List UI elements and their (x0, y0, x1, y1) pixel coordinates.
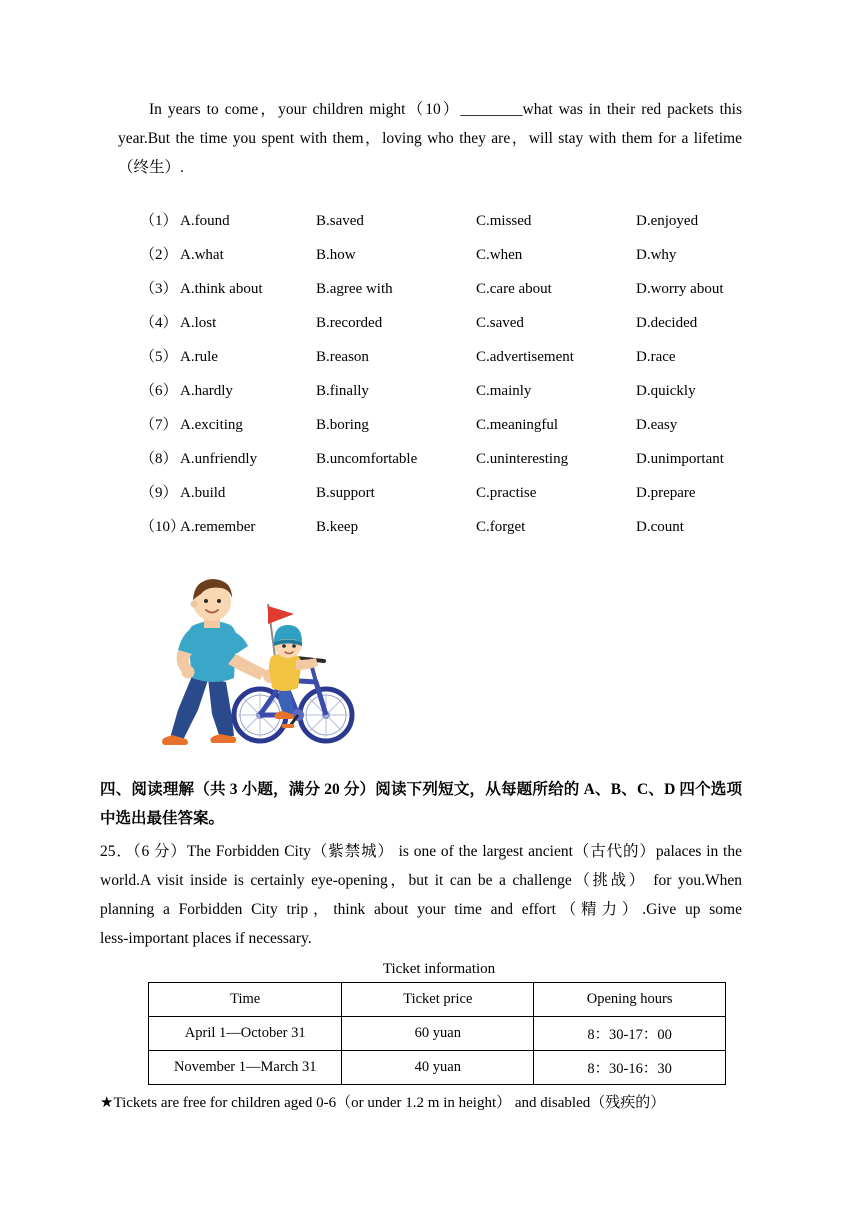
option-choice-a[interactable]: A.unfriendly (180, 451, 258, 467)
ticket-free-note: ★Tickets are free for children aged 0‑6（or under 1.2 m in height） and disabled（残疾的） (100, 1095, 666, 1111)
option-choice-d[interactable]: D.unimportant (636, 451, 724, 467)
table-cell-price: 60 yuan (342, 1017, 534, 1051)
option-choice-a[interactable]: A.hardly (180, 383, 233, 399)
option-choice-b[interactable]: B.keep (316, 519, 359, 535)
option-choice-b[interactable]: B.recorded (316, 315, 383, 331)
table-row (149, 1017, 726, 1051)
option-choice-d[interactable]: D.why (636, 247, 677, 263)
table-cell-time: April 1—October 31 (149, 1017, 342, 1051)
option-choice-c[interactable]: C.care about (476, 281, 552, 297)
option-number: （9） (140, 485, 178, 501)
option-choice-c[interactable]: C.saved (476, 315, 524, 331)
cloze-options-list (118, 204, 742, 544)
question-25-text (100, 837, 742, 953)
option-choice-a[interactable]: A.think about (180, 281, 263, 297)
table-row (149, 1051, 726, 1085)
option-choice-c[interactable]: C.when (476, 247, 523, 263)
option-choice-b[interactable]: B.how (316, 247, 356, 263)
option-row (118, 408, 742, 442)
table-cell-price: 40 yuan (342, 1051, 534, 1085)
option-row (118, 442, 742, 476)
table-header-time: Time (149, 983, 342, 1017)
table-header-hours: Opening hours (534, 983, 726, 1017)
option-choice-b[interactable]: B.saved (316, 213, 364, 229)
option-choice-a[interactable]: A.found (180, 213, 230, 229)
option-number: （3） (140, 281, 178, 297)
option-row (118, 238, 742, 272)
option-number: （4） (140, 315, 178, 331)
option-number: （1） (140, 213, 178, 229)
option-number: （8） (140, 451, 178, 467)
option-choice-d[interactable]: D.decided (636, 315, 698, 331)
option-choice-c[interactable]: C.missed (476, 213, 532, 229)
option-number: （5） (140, 349, 178, 365)
option-choice-a[interactable]: A.lost (180, 315, 217, 331)
option-number: （6） (140, 383, 178, 399)
option-choice-c[interactable]: C.advertisement (476, 349, 574, 365)
option-choice-c[interactable]: C.uninteresting (476, 451, 569, 467)
question-25-body: The Forbidden City（紫禁城） is one of the largest ancient（古代的）palaces in the world.A visit inside is certainly eye‑opening，but it can be a challenge（挑战） for you.When planning a Forbidden City trip，think about your time and effort（精力）.Give up some less‑important places if necessary. (100, 843, 742, 947)
option-row (118, 476, 742, 510)
option-choice-d[interactable]: D.worry about (636, 281, 724, 297)
option-choice-d[interactable]: D.enjoyed (636, 213, 699, 229)
option-row (118, 510, 742, 544)
table-cell-hours: 8：30‑17：00 (534, 1017, 726, 1051)
option-choice-b[interactable]: B.reason (316, 349, 369, 365)
option-choice-c[interactable]: C.meaningful (476, 417, 559, 433)
option-choice-a[interactable]: A.remember (180, 519, 256, 535)
option-choice-d[interactable]: D.count (636, 519, 684, 535)
ticket-table-title: Ticket information (382, 961, 496, 977)
option-choice-b[interactable]: B.support (316, 485, 375, 501)
option-number: （7） (140, 417, 178, 433)
option-choice-b[interactable]: B.agree with (316, 281, 393, 297)
option-choice-b[interactable]: B.boring (316, 417, 369, 433)
question-25-label: 25．（6 分） (100, 843, 187, 860)
option-choice-c[interactable]: C.mainly (476, 383, 532, 399)
option-choice-a[interactable]: A.build (180, 485, 226, 501)
option-choice-d[interactable]: D.prepare (636, 485, 696, 501)
option-choice-b[interactable]: B.finally (316, 383, 369, 399)
option-choice-a[interactable]: A.rule (180, 349, 218, 365)
cloze-passage-paragraph: In years to come，your children might（10）________what was in their red packets this year.But the time you spent with them，loving who they are，will stay with them for a lifetime（终生）. (118, 101, 742, 176)
ticket-information-table (148, 982, 726, 1085)
option-choice-d[interactable]: D.easy (636, 417, 678, 433)
table-header-price: Ticket price (342, 983, 534, 1017)
option-row (118, 204, 742, 238)
page-content (100, 95, 743, 1116)
option-choice-d[interactable]: D.quickly (636, 383, 696, 399)
option-choice-d[interactable]: D.race (636, 349, 676, 365)
option-choice-a[interactable]: A.what (180, 247, 224, 263)
option-choice-c[interactable]: C.practise (476, 485, 537, 501)
option-choice-a[interactable]: A.exciting (180, 417, 243, 433)
option-row (118, 272, 742, 306)
table-cell-hours: 8：30‑16：30 (534, 1051, 726, 1085)
option-row (118, 374, 742, 408)
question-25 (100, 837, 742, 953)
option-number: （10） (140, 519, 186, 535)
table-cell-time: November 1—March 31 (149, 1051, 342, 1085)
illustration-father-and-child-bicycle (148, 560, 358, 765)
table-header-row (149, 983, 726, 1017)
option-row (118, 306, 742, 340)
section-heading-reading: 四、阅读理解（共 3 小题，满分 20 分）阅读下列短文，从每题所给的 A、B、C、D 四个选项中选出最佳答案。 (100, 781, 743, 827)
option-choice-c[interactable]: C.forget (476, 519, 526, 535)
option-row (118, 340, 742, 374)
option-choice-b[interactable]: B.uncomfortable (316, 451, 418, 467)
option-number: （2） (140, 247, 178, 263)
